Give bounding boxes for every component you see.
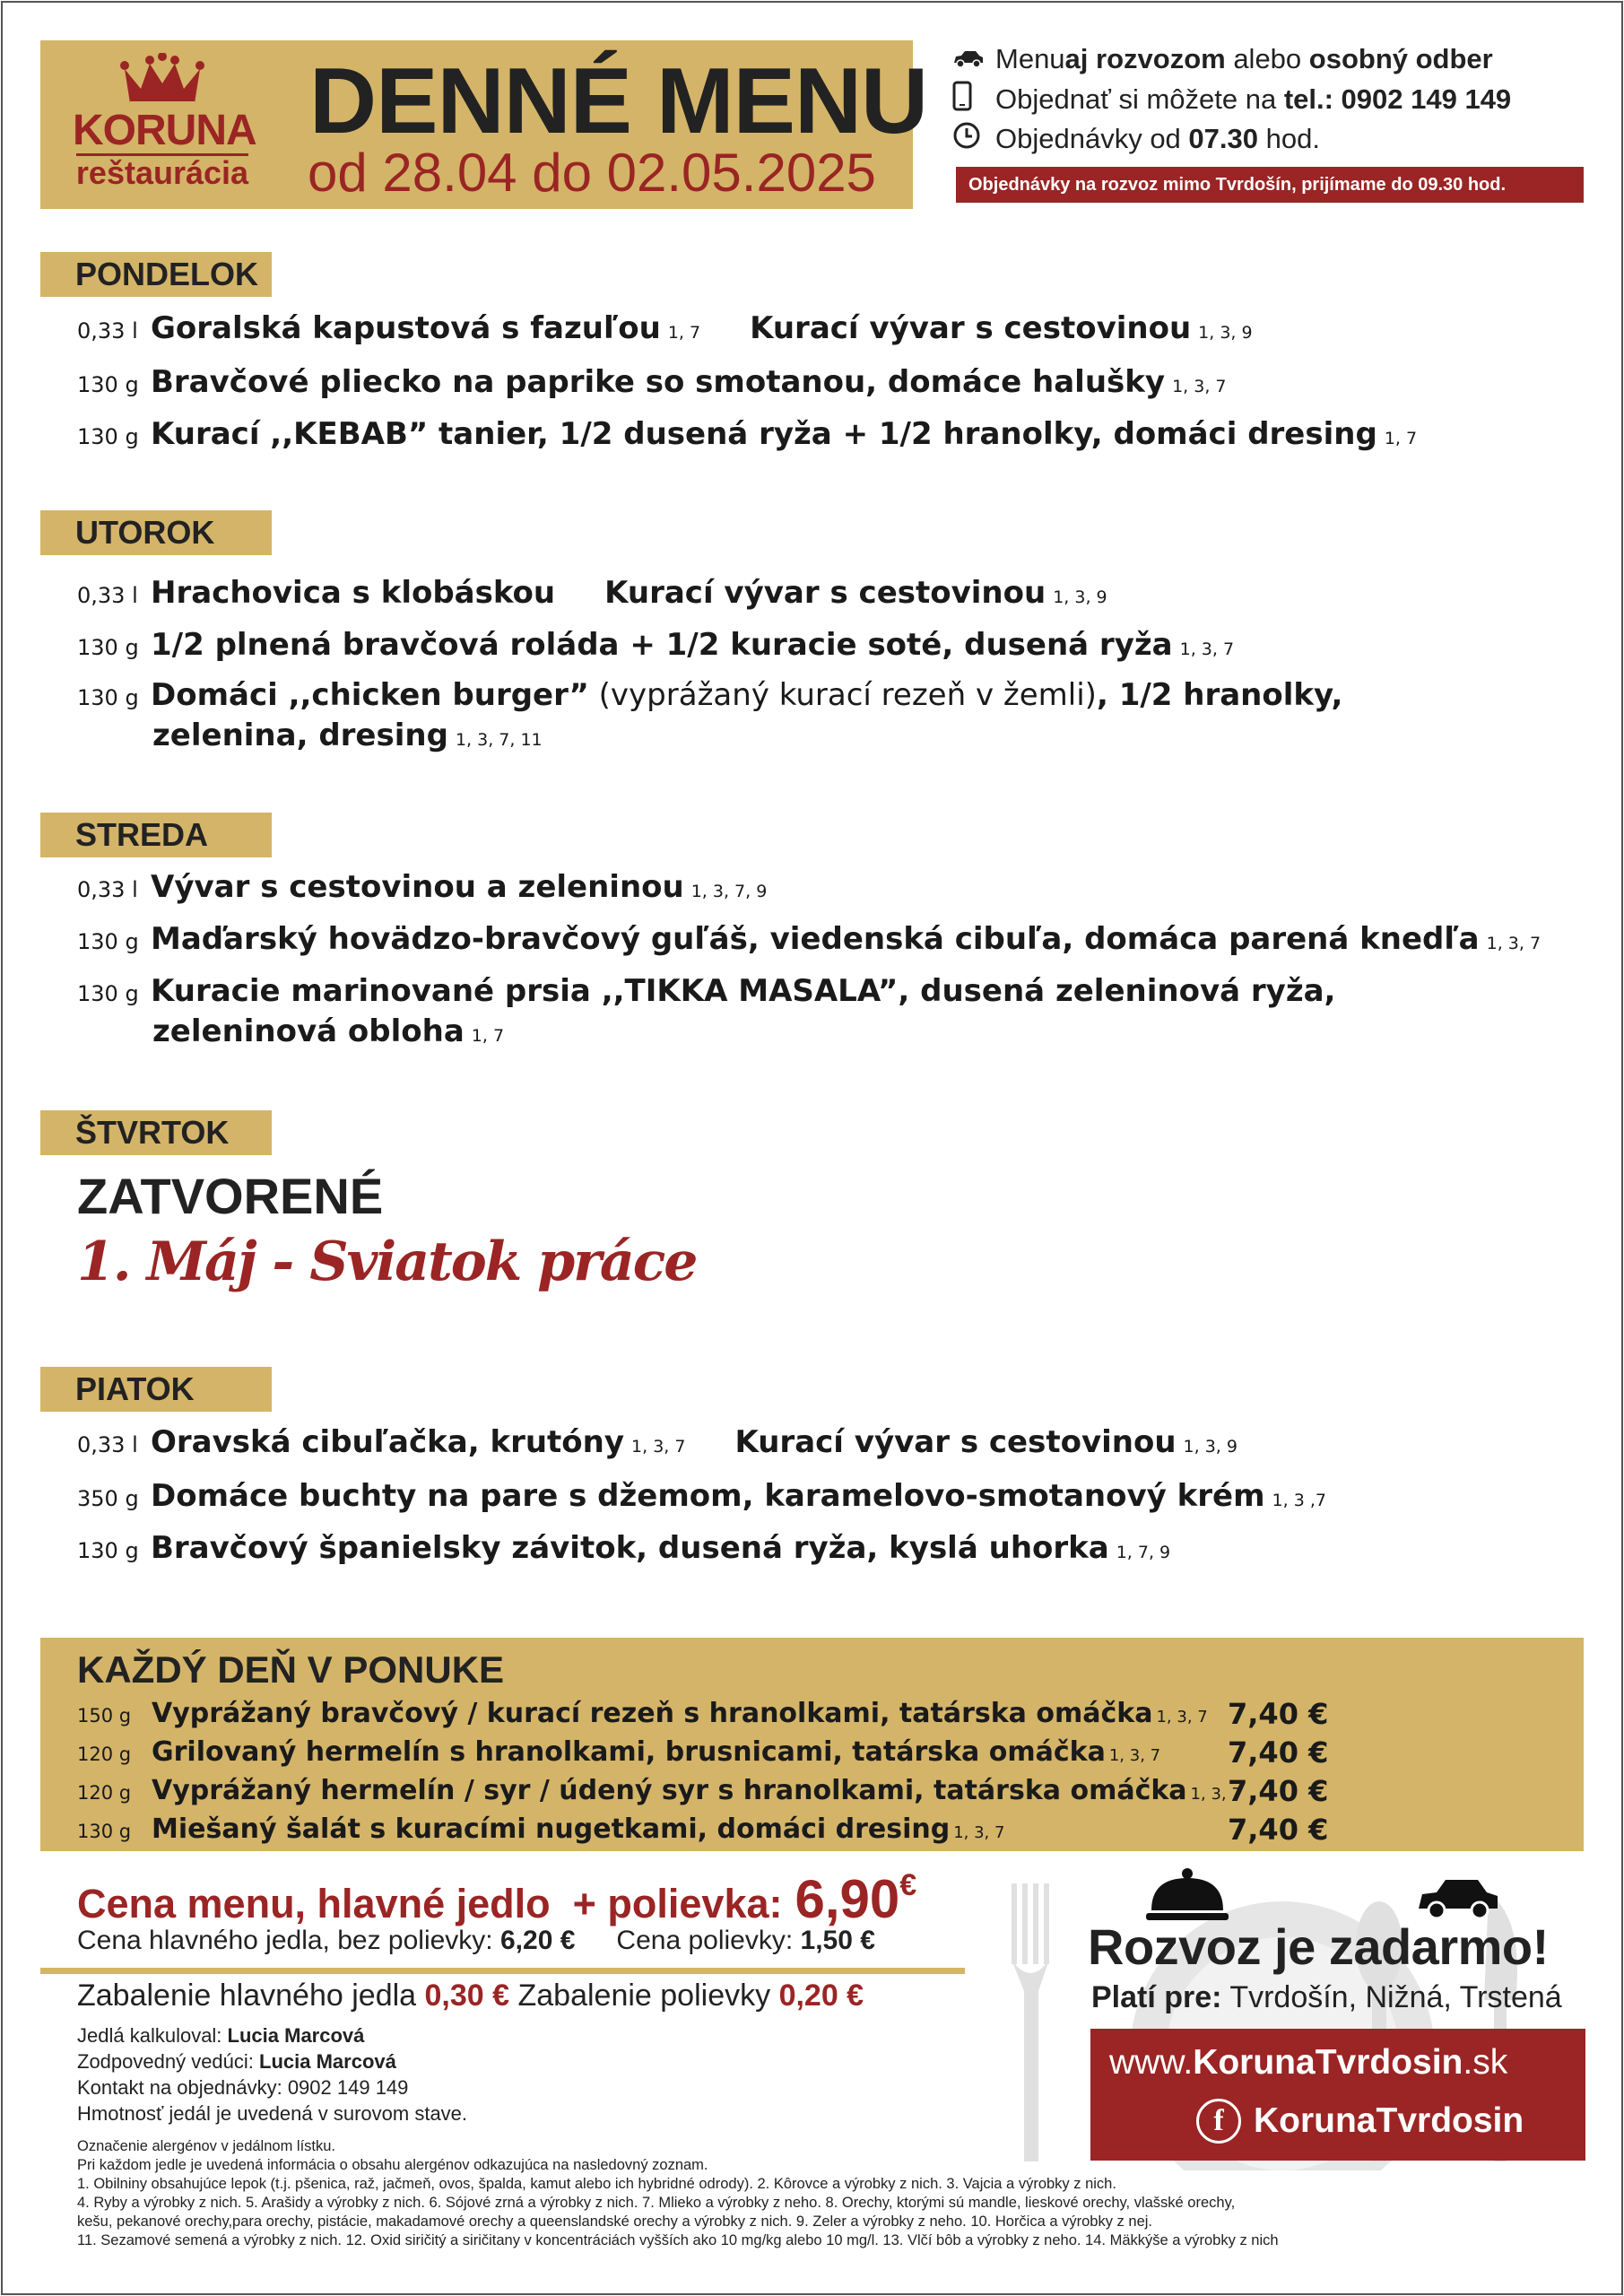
info2-text-a: Objednať si môžete na [995, 83, 1284, 115]
soup-price-label: Cena polievky: [616, 1926, 801, 1955]
price: 7,40 € [1228, 1774, 1329, 1808]
dish: Kuracie marinované prsia ,,TIKKA MASALA”, dusená zeleninová ryža, [151, 973, 1336, 1009]
page-title: DENNÉ MENU [309, 49, 928, 153]
menu-row [77, 1422, 1238, 1467]
dish: Grilovaný hermelín s hranolkami, brusnicami, tatárska omáčka [152, 1736, 1106, 1768]
quantity: 130 g [77, 929, 139, 954]
website-link[interactable] [1109, 2043, 1507, 2083]
logo-subtitle: reštaurácia [75, 154, 249, 191]
logo-name: KORUNA [73, 107, 256, 154]
menu-row [77, 361, 1227, 407]
quantity: 130 g [77, 424, 139, 449]
main-price-label: Cena hlavného jedla, bez polievky: [77, 1926, 500, 1955]
quantity: 130 g [77, 1538, 139, 1563]
allergens: 1, 3, 7 [1172, 377, 1227, 396]
allergens: 1, 3, 7 [953, 1823, 1005, 1842]
web-domain: KorunaTvrdosin [1193, 2043, 1463, 2082]
dish-end: , 1/2 hranolky, [1096, 677, 1343, 713]
allergen-list: kešu, pekanové orechy,para orechy, pistácie, makadamové orechy a queenslandské orechy a výrobky z nich. 9. Zeler a výrobky z neho. 10. Horčica a výrobky z nej. [77, 2213, 1152, 2230]
closed-label: ZATVORENÉ [77, 1168, 384, 1224]
resp-name: Lucia Marcová [259, 2050, 396, 2073]
delivery-area-places: Tvrdošín, Nižná, Trstená [1221, 1980, 1562, 2014]
delivery-notice: Objednávky na rozvoz mimo Tvrdošín, prijímame do 09.30 hod. [956, 167, 1584, 203]
quantity: 0,33 l [77, 583, 138, 608]
allergen-list: 1. Obilniny obsahujúce lepok (t.j. pšenica, raž, jačmeň, ovos, špalda, kamut alebo ich hybridné odrody). 2. Kôrovce a výrobky z nich. 3. Vajcia a výrobky z nich. [77, 2176, 1116, 2192]
menu-row [77, 674, 1342, 718]
every-day-title: KAŽDÝ DEŇ V PONUKE [77, 1648, 505, 1691]
logo [73, 53, 256, 196]
quantity: 0,33 l [77, 1432, 138, 1457]
pack-main-value: 0,30 € [424, 1979, 510, 2013]
header-banner [40, 40, 928, 209]
delivery-area-label: Platí pre: [1091, 1980, 1222, 2014]
info3-time: 07.30 [1188, 123, 1258, 154]
dish: Kurací ,,KEBAB” tanier, 1/2 dusená ryža + 1/2 hranolky, domáci dresing [151, 416, 1377, 452]
quantity: 350 g [77, 1486, 139, 1511]
car-icon [1415, 1876, 1501, 1921]
car-icon [952, 43, 986, 75]
allergen-list: 4. Ryby a výrobky z nich. 5. Arašidy a výrobky z nich. 6. Sójové zrná a výrobky z nich. 7. Mlieko a výrobky z neho. 8. Orechy, ktorými sú mandle, lieskové orechy, vlašské orechy, [77, 2195, 1236, 2211]
quantity: 0,33 l [77, 318, 138, 344]
allergens: 1, 3, 7 [1156, 1708, 1208, 1726]
every-day-row [77, 1695, 1333, 1736]
pack-soup-value: 0,20 € [778, 1979, 864, 2013]
dish: Vyprážaný hermelín / syr / údený syr s hranolkami, tatárska omáčka [152, 1775, 1187, 1806]
day-label-pondelok: PONDELOK [40, 252, 272, 297]
facebook-name: KorunaTvrdosin [1254, 2101, 1524, 2140]
allergens: 1, 3, 7 [1486, 934, 1541, 953]
every-day-row [77, 1772, 1333, 1813]
crown-icon [119, 53, 205, 109]
every-day-row [77, 1811, 1333, 1852]
staff-calc [77, 2023, 364, 2048]
quantity: 130 g [77, 1821, 132, 1842]
menu-price-value: 6,90 [795, 1869, 900, 1929]
web-prefix: www. [1109, 2043, 1194, 2082]
menu-row [77, 1475, 1326, 1521]
clock-icon [952, 121, 986, 157]
dish-secondary: Kurací vývar s cestovinou [604, 575, 1046, 611]
every-day-panel [40, 1638, 1584, 1851]
staff-weight: Hmotnosť jedál je uvedená v surovom stave. [77, 2102, 468, 2125]
quantity: 130 g [77, 685, 139, 710]
info1-text-b: aj rozvozom [1064, 43, 1226, 74]
menu-row [77, 572, 1107, 618]
allergen-list: 11. Sezamové semená a výrobky z nich. 12. Oxid siričitý a siričitany v koncentráciách vyšších ako 10 mg/kg alebo 10 mg/l. 13. Vlčí bôb a výrobky z neho. 14. Mäkkýše a výrobky z nich [77, 2232, 1279, 2248]
info-delivery [952, 43, 1493, 75]
facebook-icon: f [1196, 2099, 1241, 2144]
allergen-note: Označenie alergénov v jedálnom lístku. [77, 2138, 335, 2154]
info3-text-a: Objednávky od [995, 123, 1189, 154]
contact-box [1090, 2029, 1585, 2161]
allergens: 1, 7, 9 [1116, 1543, 1171, 1562]
cloche-icon [1146, 1866, 1229, 1923]
info1-text-d: osobný odber [1308, 43, 1493, 74]
menu-row [77, 866, 767, 912]
allergens: 1, 3, 7 [1108, 1746, 1161, 1765]
allergens: 1, 3, 7 [1179, 639, 1235, 659]
dish: Bravčový španielsky závitok, dusená ryža, kyslá uhorka [151, 1530, 1109, 1566]
soup-price-value: 1,50 € [800, 1926, 875, 1955]
menu-row [77, 1527, 1170, 1573]
allergens: 1, 3 ,7 [1272, 1491, 1326, 1510]
allergens: 1, 3, 7 [1190, 1785, 1242, 1804]
menu-price-label: Cena menu, hlavné jedlo + polievka: [77, 1881, 783, 1926]
quantity: 150 g [77, 1705, 132, 1726]
dish: Hrachovica s klobáskou [151, 575, 556, 611]
dish-line2: zeleninová obloha [152, 1013, 465, 1049]
quantity: 0,33 l [77, 877, 138, 902]
day-label-piatok: PIATOK [40, 1367, 272, 1412]
pack-soup-label: Zabalenie polievky [509, 1979, 779, 2013]
quantity: 120 g [77, 1744, 132, 1765]
holiday-label: 1. Máj - Sviatok práce [77, 1231, 697, 1293]
staff-resp [77, 2049, 396, 2074]
main-price-value: 6,20 € [499, 1926, 576, 1955]
day-label-streda: STREDA [40, 813, 272, 857]
dish-secondary: Kurací vývar s cestovinou [750, 310, 1192, 346]
dish: Oravská cibuľačka, krutóny [151, 1424, 625, 1460]
allergens: 1, 3, 7 [631, 1437, 686, 1457]
dish: Vývar s cestovinou a zeleninou [151, 869, 684, 905]
allergens: 1, 7 [1384, 429, 1418, 448]
price: 7,40 € [1228, 1735, 1329, 1770]
dish: 1/2 plnená bravčová roláda + 1/2 kuracie soté, dusená ryža [151, 627, 1173, 663]
staff-contact: Kontakt na objednávky: 0902 149 149 [77, 2076, 409, 2099]
dish: Vyprážaný bravčový / kurací rezeň s hranolkami, tatárska omáčka [152, 1698, 1153, 1729]
phone-number: tel.: 0902 149 149 [1283, 83, 1512, 115]
dish: Goralská kapustová s fazuľou [151, 310, 661, 346]
dish-line2: zelenina, dresing [152, 718, 448, 753]
info1-text-c: alebo [1225, 43, 1309, 74]
menu-row [77, 918, 1541, 964]
phone-icon [952, 81, 986, 118]
dish: Domáce buchty na pare s džemom, karamelovo-smotanový krém [151, 1478, 1265, 1514]
allergen-note: Pri každom jedle je uvedená informácia o obsahu alergénov odkazujúca na nasledovný zoznam. [77, 2157, 708, 2173]
dish: Maďarský hovädzo-bravčový guľáš, viedenská cibuľa, domáca parená knedľa [151, 921, 1480, 957]
dish-secondary: Kurací vývar s cestovinou [734, 1424, 1177, 1460]
web-suffix: .sk [1463, 2043, 1508, 2082]
menu-row-continued [152, 715, 543, 761]
menu-row [77, 970, 1335, 1014]
menu-row [77, 413, 1417, 459]
menu-row-continued [152, 1011, 504, 1057]
menu-row [77, 308, 1253, 353]
allergens: 1, 3, 9 [1183, 1437, 1238, 1457]
packaging-prices [77, 1979, 864, 2013]
allergens: 1, 3, 7, 11 [455, 730, 543, 750]
dish: Miešaný šalát s kuracími nugetkami, domáci dresing [152, 1813, 951, 1845]
dish: Bravčové pliecko na paprike so smotanou, domáce halušky [151, 364, 1166, 400]
day-label-utorok: UTOROK [40, 510, 272, 555]
euro-sign: € [899, 1868, 917, 1902]
price: 7,40 € [1228, 1813, 1329, 1847]
quantity: 130 g [77, 372, 139, 397]
calc-name: Lucia Marcová [227, 2024, 365, 2047]
quantity: 120 g [77, 1782, 132, 1804]
menu-row [77, 624, 1234, 670]
facebook-link[interactable] [1196, 2099, 1524, 2144]
allergens: 1, 7 [471, 1026, 505, 1046]
allergens: 1, 3, 9 [1198, 323, 1253, 343]
dish: Domáci ,,chicken burger” [151, 677, 589, 713]
delivery-area [1091, 1980, 1562, 2015]
date-range: od 28.04 do 02.05.2025 [308, 143, 876, 203]
price: 7,40 € [1228, 1697, 1329, 1731]
info-phone [952, 81, 1511, 118]
divider [40, 1968, 965, 1974]
dish-note: (vyprážaný kurací rezeň v žemli) [588, 677, 1097, 713]
allergens: 1, 3, 7, 9 [690, 882, 768, 901]
info3-text-c: hod. [1258, 123, 1320, 154]
resp-label: Zodpovedný vedúci: [77, 2050, 260, 2073]
allergens: 1, 3, 9 [1053, 587, 1107, 607]
quantity: 130 g [77, 635, 139, 660]
info1-text-a: Menu [995, 43, 1065, 74]
info-hours [952, 121, 1320, 157]
allergens: 1, 7 [667, 323, 701, 343]
free-delivery-title: Rozvoz je zadarmo! [1088, 1918, 1549, 1975]
pack-main-label: Zabalenie hlavného jedla [77, 1979, 425, 2013]
every-day-row [77, 1734, 1333, 1775]
calc-label: Jedlá kalkuloval: [77, 2024, 228, 2047]
sub-prices [77, 1926, 875, 1956]
day-label-stvrtok: ŠTVRTOK [40, 1110, 272, 1155]
quantity: 130 g [77, 981, 139, 1006]
menu-price [77, 1868, 916, 1930]
